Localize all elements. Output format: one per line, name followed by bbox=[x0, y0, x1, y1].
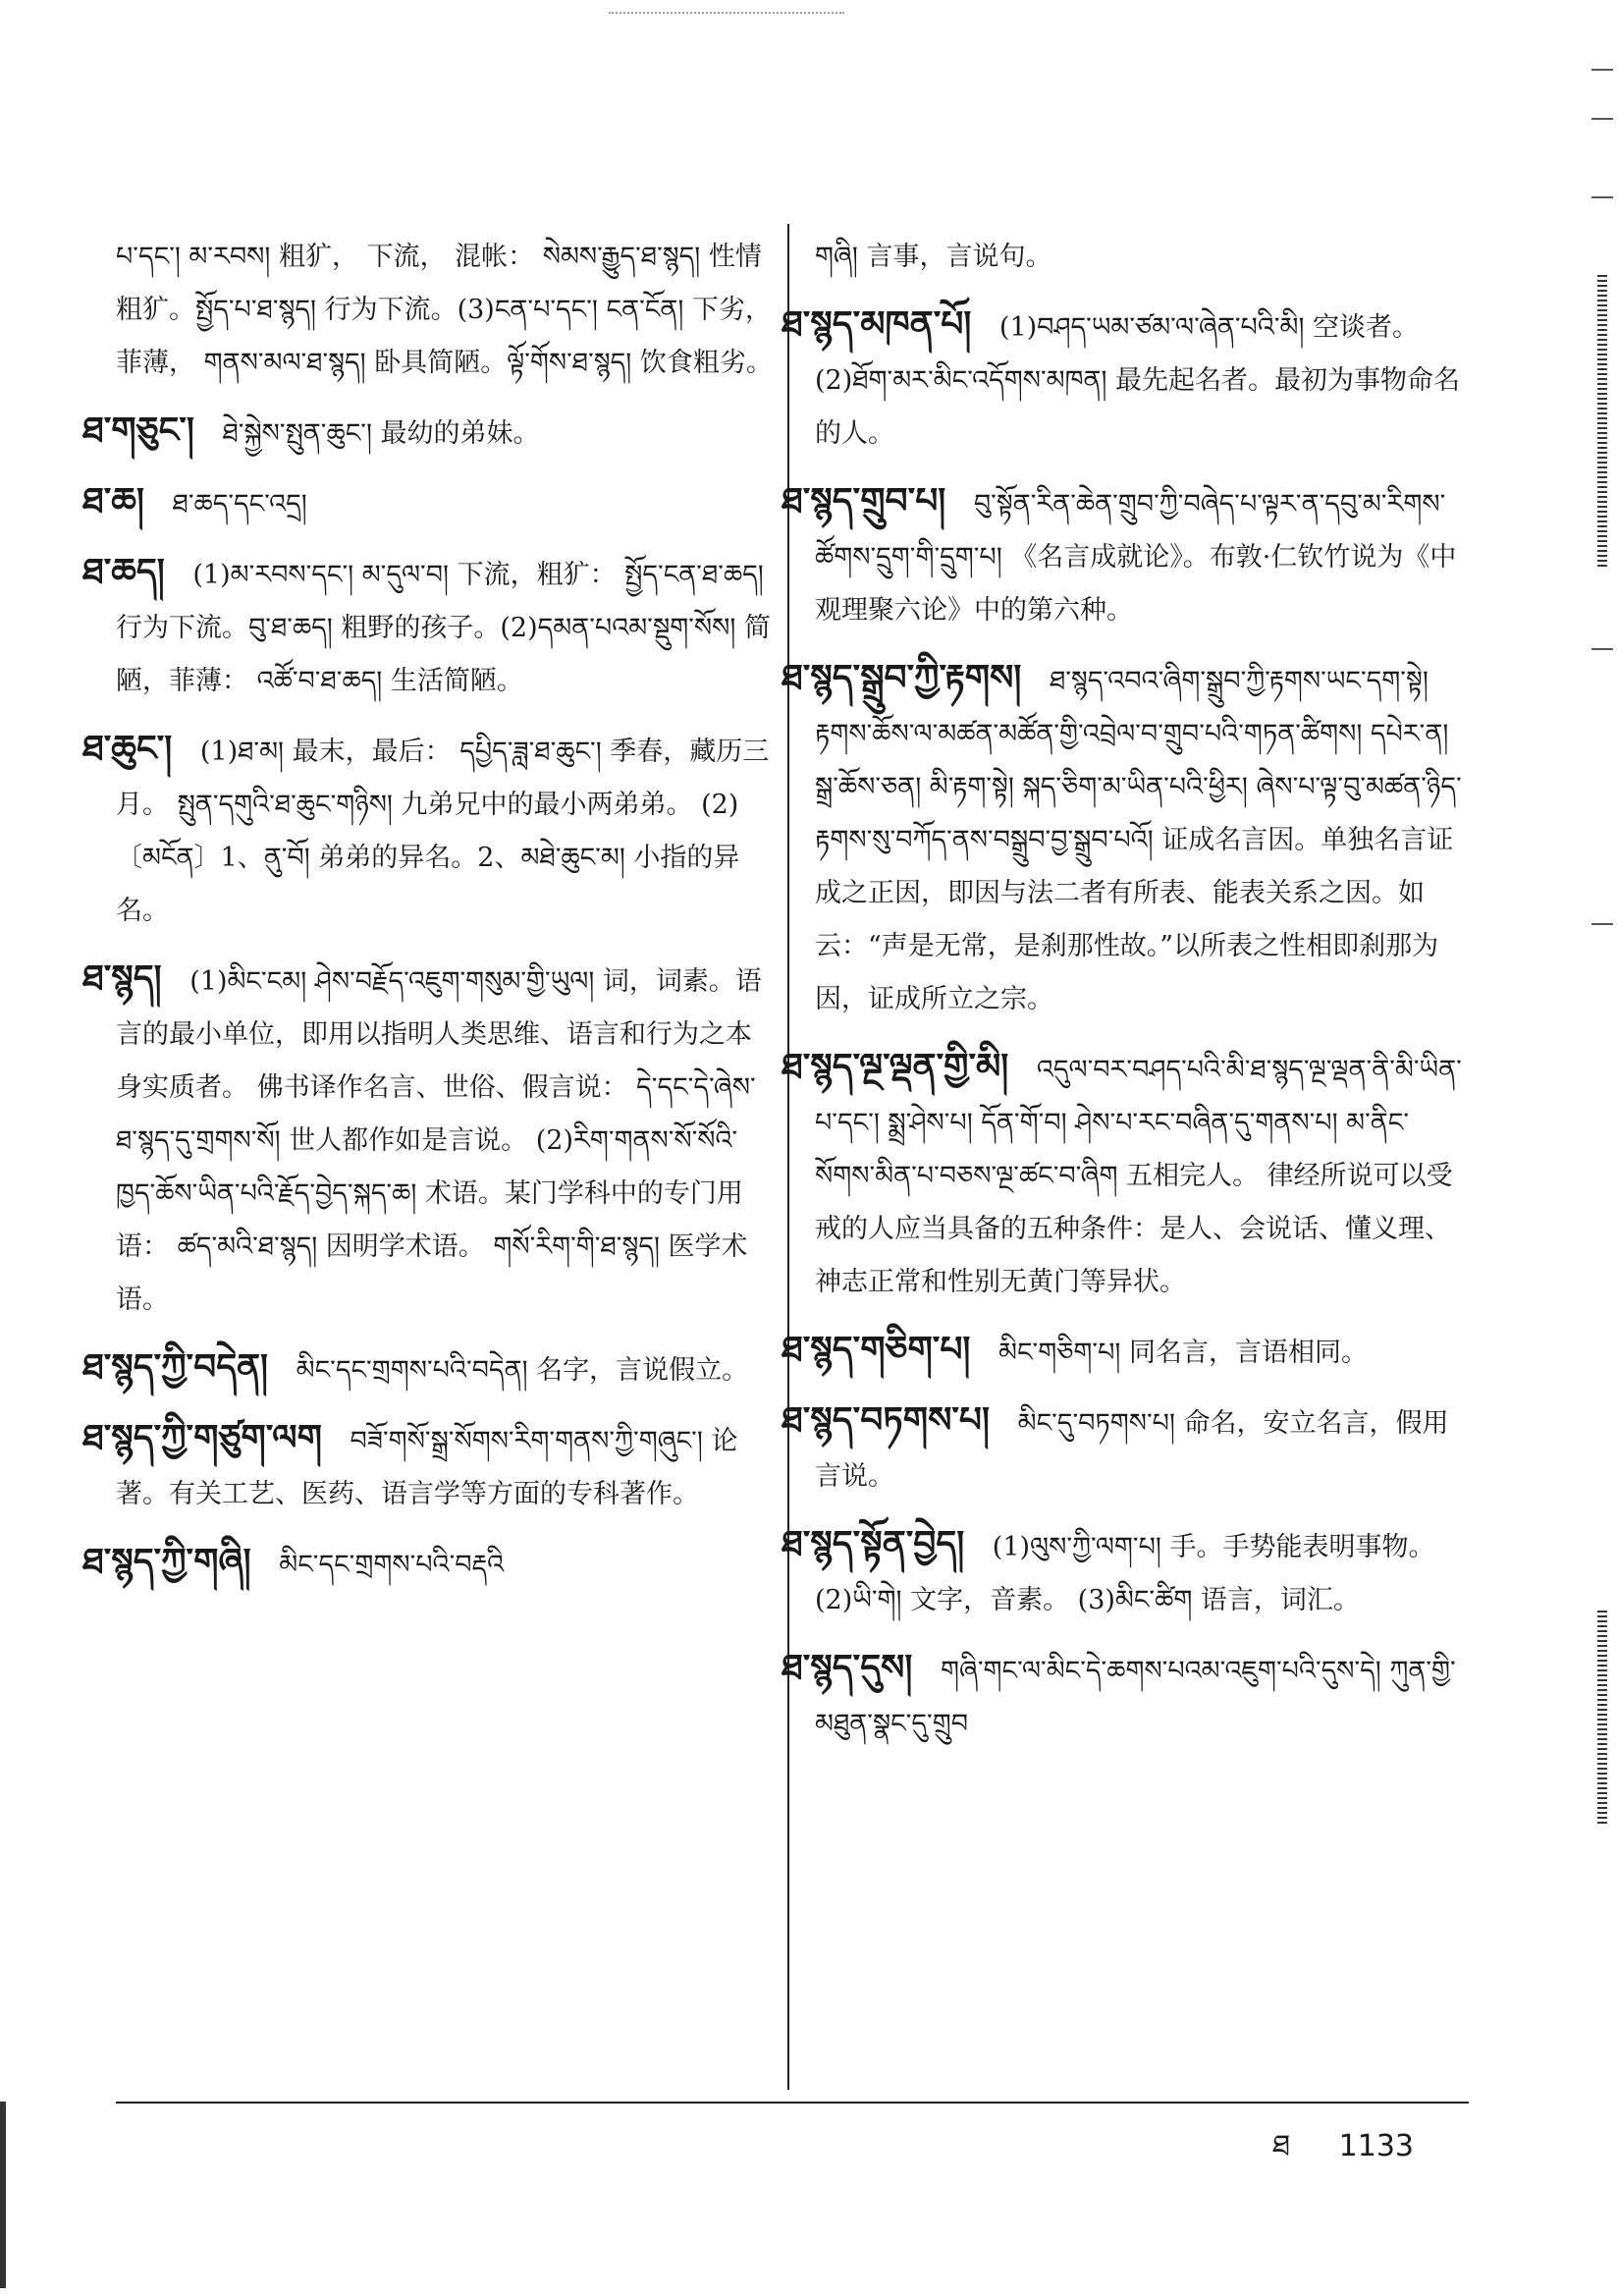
entry-headword: ཐ་སྙད་སྟོན་བྱེད། bbox=[782, 1523, 965, 1564]
entry-headword: ཐ་སྙད་ལྔ་ལྡན་གྱི་མི། bbox=[782, 1046, 1009, 1087]
entry-definition: ཐེ་སྐྱེས་སྤུན་ཆུང་། 最幼的弟妹。 bbox=[222, 418, 540, 449]
entry-definition: མིང་དུ་བཏགས་པ། 命名，安立名言，假用言说。 bbox=[815, 1408, 1449, 1492]
left-column bbox=[82, 231, 776, 1606]
entry-headword: ཐ་སྙད་དུས། bbox=[782, 1647, 913, 1688]
entry-headword: ཐ་ཆ། bbox=[82, 480, 144, 521]
page-footer bbox=[1272, 2113, 1414, 2196]
dictionary-entry bbox=[782, 1323, 1463, 1380]
entry-definition: (1)མ་རབས་དང་། མ་དུལ་བ། 下流，粗犷： སྤྱོད་ངན་ཐ་ཆད། 行为下流。བུ་ཐ་ཆད། 粗野的孩子。(2)དམན་པའམ་སྡུག་སོས། 简陋，菲薄： འཚོ་བ་ཐ་ཆད། 生活简陋。 bbox=[116, 560, 771, 696]
dictionary-entry bbox=[782, 1394, 1463, 1503]
footer-rule bbox=[116, 2102, 1469, 2104]
dictionary-entry bbox=[116, 231, 776, 390]
entry-definition: གཞི། 言事，言说句。 bbox=[815, 242, 1052, 272]
scan-top-mark bbox=[609, 12, 844, 17]
entry-headword: ཐ་སྙད་སྒྲུབ་ཀྱི་རྟགས། bbox=[782, 657, 1022, 698]
entry-definition: བཟོ་གསོ་སྒྲ་སོགས་རིག་གནས་ཀྱི་གཞུང་། 论著。有关工艺、医药、语言学等方面的专科著作。 bbox=[116, 1426, 738, 1509]
entry-headword: ཐ་སྙད་ཀྱི་གཙུག་ལག bbox=[82, 1417, 322, 1458]
dictionary-entry bbox=[82, 474, 776, 531]
entry-definition: གཞི་གང་ལ་མིང་དེ་ཆགས་པའམ་འཇུག་པའི་དུས་དེ། ཀུན་གྱི་མཐུན་སྣང་དུ་གྲུབ bbox=[815, 1656, 1456, 1739]
dictionary-entry bbox=[782, 651, 1463, 1026]
dictionary-entry bbox=[782, 1040, 1463, 1309]
entry-headword: ཐ་སྙད་མཁན་པོ། bbox=[782, 303, 972, 345]
entry-headword: ཐ་སྙད་བཏགས་པ། bbox=[782, 1399, 991, 1441]
dictionary-entry bbox=[82, 1340, 776, 1397]
entry-headword: ཐ་སྙད། bbox=[82, 957, 162, 999]
entry-headword: ཐ་ཆུང་། bbox=[82, 728, 173, 769]
entry-definition: (1)མིང་ངམ། ཤེས་བརྗོད་འཇུག་གསུམ་གྱི་ཡུལ། 词，词素。语言的最小单位，即用以指明人类思维、语言和行为之本身实质者。 佛书译作名言、世俗、假言说： དེ་དང་དེ་ཞེས་ཐ་སྙད་དུ་གྲགས་སོ། 世人都作如是言说。 (2)རིག་གནས་སོ་སོའི་ཁྱད་ཆོས་ཡིན་པའི་རྗོད་བྱེད་སྐད་ཆ། 术语。某门学科中的专门用语： ཚད་མའི་ཐ་སྙད། 因明学术语。 གསོ་རིག་གི་ཐ་སྙད། 医学术语。 bbox=[116, 966, 762, 1315]
entry-headword: ཐ་ཆད། bbox=[82, 551, 165, 592]
dictionary-entry bbox=[82, 404, 776, 461]
entry-definition: མིང་གཅིག་པ། 同名言，言语相同。 bbox=[998, 1338, 1368, 1368]
entry-definition: བུ་སྟོན་རིན་ཆེན་གྲུབ་ཀྱི་བཞེད་པ་ལྟར་ན་དབུ་མ་རིགས་ཚོགས་དྲུག་གི་དྲུག་པ། 《名言成就论》。布敦·仁钦竹说为《中观理聚六论》中的第六种。 bbox=[815, 489, 1457, 626]
entry-definition: ཐ་སྙད་འབའ་ཞིག་སྒྲུབ་ཀྱི་རྟགས་ཡང་དག་སྟེ། རྟགས་ཆོས་ལ་མཚན་མཚོན་གྱི་འབྲེལ་བ་གྲུབ་པའི་གཏན་ཚིགས། དཔེར་ན། སྒྲ་ཆོས་ཅན། མི་རྟག་སྟེ། སྐད་ཅིག་མ་ཡིན་པའི་ཕྱིར། ཞེས་པ་ལྟ་བུ་མཚན་ཉིད་རྟགས་སུ་བཀོད་ནས་བསྒྲུབ་བྱ་སྒྲུབ་པའོ། 证成名言因。单独名言证成之正因，即因与法二者有所表、能表关系之因。如云：“声是无常，是刹那性故。”以所表之性相即刹那为因，证成所立之宗。 bbox=[815, 666, 1462, 1014]
dictionary-entry bbox=[782, 298, 1463, 461]
entry-definition: (1)བཤད་ཡམ་ཙམ་ལ་ཞེན་པའི་མི། 空谈者。 (2)ཐོག་མར་མིང་འདོགས་མཁན། 最先起名者。最初为事物命名的人。 bbox=[815, 312, 1461, 449]
dictionary-entry bbox=[82, 952, 776, 1327]
right-column bbox=[782, 231, 1463, 1765]
entry-definition: (1)ལུས་ཀྱི་ལག་པ། 手。手势能表明事物。 (2)ཡི་གེ། 文字，音素。 (3)མིང་ཚིག 语言，词汇。 bbox=[815, 1532, 1435, 1615]
entry-headword: ཐ་སྙད་གྲུབ་པ། bbox=[782, 480, 946, 521]
dictionary-entry bbox=[782, 1641, 1463, 1751]
entry-definition: (1)ཐ་མ། 最末，最后： དཔྱིད་ཟླ་ཐ་ཆུང་། 季春，藏历三月。 སྤུན་དགུའི་ཐ་ཆུང་གཉིས། 九弟兄中的最小两弟弟。 (2)〔མངོན〕1、ནུ་བོ། 弟弟的异名。2、མཐེ་ཆུང་མ། 小指的异名。 bbox=[116, 737, 770, 926]
dictionary-entry bbox=[782, 1517, 1463, 1627]
scan-edge-marks bbox=[1586, 39, 1613, 2200]
dictionary-entry bbox=[82, 1411, 776, 1521]
dictionary-entry bbox=[82, 545, 776, 708]
dictionary-entry bbox=[782, 474, 1463, 637]
entry-headword: ཐ་སྙད་གཅིག་པ། bbox=[782, 1329, 971, 1370]
scan-left-edge bbox=[0, 2102, 6, 2288]
entry-headword: ཐ་སྙད་ཀྱི་བདེན། bbox=[82, 1346, 269, 1388]
dictionary-entry bbox=[82, 1535, 776, 1592]
entry-headword: ཐ་སྙད་ཀྱི་གཞི། bbox=[82, 1541, 251, 1582]
dictionary-entry bbox=[82, 722, 776, 938]
entry-definition: པ་དང་། མ་རབས། 粗犷， 下流， 混帐： སེམས་རྒྱུད་ཐ་སྙད། 性情粗犷。སྤྱོད་པ་ཐ་སྙད། 行为下流。(3)ངན་པ་དང་། ངན་ངོན། 下劣，菲薄， གནས་མལ་ཐ་སྙད། 卧具简陋。ལྟོ་གོས་ཐ་སྙད། 饮食粗劣。 bbox=[116, 242, 773, 378]
entry-definition: འདུལ་བར་བཤད་པའི་མི་ཐ་སྙད་ལྔ་ལྡན་ནི་མི་ཡིན་པ་དང་། སྨྲ་ཤེས་པ། དོན་གོ་བ། ཤེས་པ་རང་བཞིན་དུ་གནས་པ། མ་ནིང་སོགས་མིན་པ་བཅས་ལྔ་ཚང་བ་ཞིག 五相完人。 律经所说可以受戒的人应当具备的五种条件：是人、会说话、懂义理、神志正常和性别无黄门等异状。 bbox=[815, 1055, 1462, 1297]
page-number: 1133 bbox=[1338, 2129, 1415, 2163]
dictionary-entry bbox=[815, 231, 1463, 284]
entry-headword: ཐ་གཅུང་། bbox=[82, 410, 194, 451]
section-letter: ཐ bbox=[1272, 2129, 1291, 2163]
entry-definition: ཐ་ཆད་དང་འདྲ། bbox=[172, 489, 307, 519]
entry-definition: མིང་དང་གྲགས་པའི་བདེན། 名字，言说假立。 bbox=[296, 1355, 749, 1386]
entry-definition: མིང་དང་གྲགས་པའི་བརྡའི bbox=[279, 1550, 505, 1580]
